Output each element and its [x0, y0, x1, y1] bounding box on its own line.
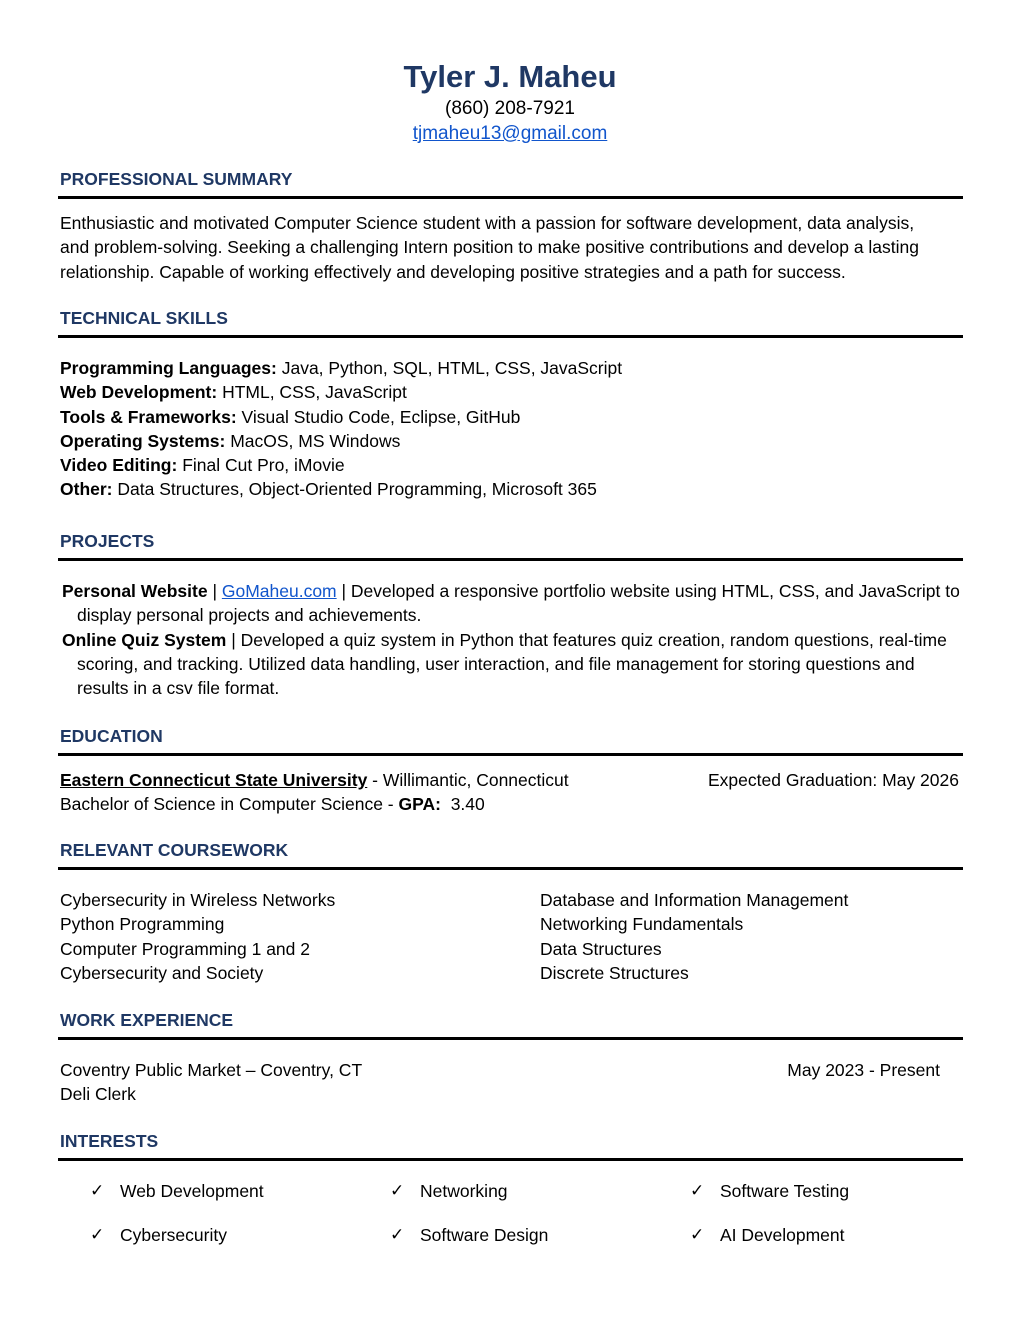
section-education: [58, 725, 963, 817]
section-title: EDUCATION: [60, 726, 163, 746]
section-title: RELEVANT COURSEWORK: [60, 840, 289, 860]
education-row: [60, 768, 959, 792]
section-title: PROFESSIONAL SUMMARY: [60, 169, 293, 189]
skill-label: Programming Languages:: [60, 358, 277, 378]
education-entry: [58, 768, 963, 817]
interest-label: Software Testing: [720, 1181, 850, 1201]
coursework-item: Computer Programming 1 and 2: [60, 938, 310, 959]
skill-value: HTML, CSS, JavaScript: [217, 382, 407, 403]
section-title: INTERESTS: [60, 1131, 159, 1151]
skill-row: [60, 429, 963, 453]
coursework-item: Python Programming: [60, 914, 225, 935]
project-link[interactable]: GoMaheu.com: [221, 581, 337, 601]
section-interests: [58, 1130, 963, 1247]
checkmark-icon: ✓: [90, 1225, 105, 1244]
degree-row: [60, 792, 959, 816]
skill-value: MacOS, MS Windows: [225, 430, 401, 451]
skill-row: [60, 453, 963, 477]
email-link[interactable]: tjmaheu13@gmail.com: [412, 123, 608, 144]
section-work-experience: [58, 1009, 963, 1107]
work-dates: May 2023 - Present: [787, 1060, 940, 1080]
section-projects: [58, 530, 963, 700]
interest-item: [390, 1223, 690, 1247]
interests-grid: [58, 1179, 963, 1247]
interest-label: Software Design: [420, 1225, 549, 1245]
coursework-item: Networking Fundamentals: [540, 914, 744, 935]
project-item: [60, 579, 960, 628]
skill-label: Tools & Frameworks:: [60, 406, 237, 427]
skill-label: Web Development:: [60, 382, 218, 403]
employer: Coventry Public Market – Coventry, CT: [60, 1060, 363, 1080]
skill-value: Final Cut Pro, iMovie: [177, 455, 345, 476]
section-divider: [58, 1158, 963, 1161]
section-title: PROJECTS: [60, 531, 155, 551]
checkmark-icon: ✓: [690, 1225, 705, 1244]
skill-row: [60, 356, 963, 380]
interest-item: [390, 1179, 690, 1203]
gpa-label: GPA:: [398, 794, 441, 815]
summary-line: Enthusiastic and motivated Computer Science student with a passion for software development, data analysis,: [60, 213, 915, 233]
skill-value: Data Structures, Object-Oriented Programming, Microsoft 365: [112, 479, 597, 500]
section-divider: [58, 335, 963, 338]
section-title: WORK EXPERIENCE: [60, 1010, 234, 1030]
phone-number: (860) 208-7921: [445, 98, 575, 119]
school-location: - Willimantic, Connecticut: [367, 770, 569, 790]
section-relevant-coursework: [58, 839, 963, 985]
interest-label: Cybersecurity: [120, 1225, 227, 1245]
checkmark-icon: ✓: [90, 1181, 105, 1200]
section-divider: [58, 867, 963, 870]
candidate-name: Tyler J. Maheu: [403, 59, 617, 94]
section-title: TECHNICAL SKILLS: [60, 308, 228, 328]
skill-label: Operating Systems:: [60, 430, 226, 451]
gpa-value: 3.40: [450, 794, 485, 815]
project-description: | Developed a responsive portfolio website using HTML, CSS, and JavaScript to display personal projects and achievements.: [77, 581, 960, 626]
coursework-item: Data Structures: [540, 938, 662, 959]
skill-row: [60, 405, 963, 429]
coursework-item: Cybersecurity in Wireless Networks: [60, 890, 336, 910]
coursework-grid: [58, 888, 963, 985]
project-name: Online Quiz System: [62, 629, 227, 650]
interest-item: [90, 1179, 390, 1203]
interest-item: [690, 1223, 990, 1247]
interest-item: [90, 1223, 390, 1247]
skill-row: [60, 477, 963, 501]
work-row: [60, 1058, 940, 1082]
interest-item: [690, 1179, 990, 1203]
project-name: Personal Website: [62, 581, 208, 601]
section-divider: [58, 196, 963, 199]
skill-label: Other:: [60, 479, 113, 500]
school-name: Eastern Connecticut State University: [60, 770, 368, 790]
section-technical-skills: [58, 307, 963, 502]
skill-value: Java, Python, SQL, HTML, CSS, JavaScript: [276, 358, 623, 378]
checkmark-icon: ✓: [390, 1181, 405, 1200]
coursework-item: Cybersecurity and Society: [60, 962, 264, 983]
job-title: Deli Clerk: [60, 1084, 136, 1105]
skills-list: [58, 356, 963, 502]
resume-header: [0, 58, 1020, 146]
work-entry: [58, 1058, 963, 1107]
summary-text: [58, 211, 963, 284]
summary-line: and problem-solving. Seeking a challenging Intern position to make positive contributions and develop a lasting: [60, 237, 920, 258]
checkmark-icon: ✓: [390, 1225, 405, 1244]
projects-list: [58, 579, 960, 700]
skill-row: [60, 380, 963, 404]
school-info: [60, 768, 569, 792]
degree: Bachelor of Science in Computer Science -: [60, 794, 399, 815]
section-divider: [58, 753, 963, 756]
interest-label: Networking: [420, 1181, 508, 1201]
interest-label: AI Development: [720, 1225, 845, 1245]
checkmark-icon: ✓: [690, 1181, 705, 1200]
project-item: [60, 628, 960, 701]
section-divider: [58, 1037, 963, 1040]
coursework-item: Database and Information Management: [540, 890, 849, 910]
skill-label: Video Editing:: [60, 455, 178, 476]
coursework-item: Discrete Structures: [540, 962, 689, 983]
summary-line: relationship. Capable of working effectively and developing positive strategies and a path for success.: [60, 261, 846, 282]
section-divider: [58, 558, 963, 561]
section-professional-summary: [58, 168, 963, 284]
project-separator: |: [207, 581, 222, 601]
interest-label: Web Development: [120, 1181, 264, 1201]
project-description: | Developed a quiz system in Python that features quiz creation, random questions, real-time scoring, and tracking. Utilized data handling, user interaction, and file management for storing questions and results in a csv file format.: [77, 629, 947, 699]
graduation-date: Expected Graduation: May 2026: [708, 770, 959, 790]
skill-value: Visual Studio Code, Eclipse, GitHub: [236, 406, 521, 427]
